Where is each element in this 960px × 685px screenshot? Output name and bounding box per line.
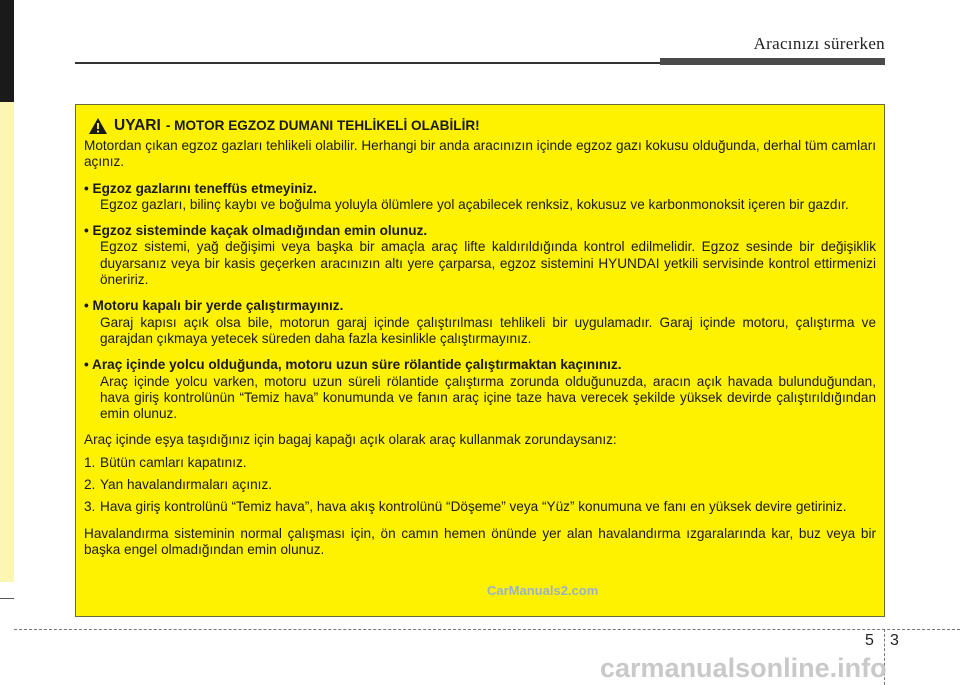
- section-title: Aracınızı sürerken: [753, 34, 885, 53]
- bullet-heading: • Motoru kapalı bir yerde çalıştırmayınız.: [84, 298, 344, 314]
- warning-heading: - MOTOR EGZOZ DUMANI TEHLİKELİ OLABİLİR!: [165, 117, 480, 133]
- bullet-heading: • Egzoz gazlarını teneffüs etmeyiniz.: [84, 180, 317, 196]
- side-tab-yellow: [0, 102, 14, 582]
- footer-divider: [14, 629, 960, 630]
- list-item: 3. Hava giriş kontrolünü “Temiz hava”, hava akış kontrolünü “Döşeme” veya “Yüz” konumuna ve fanı en yüksek devire getiriniz.: [84, 499, 847, 515]
- page-section-number: 5: [865, 632, 874, 649]
- warning-label: UYARI: [114, 116, 161, 134]
- warning-title: [84, 117, 876, 135]
- list-item: 2. Yan havalandırmaları açınız.: [84, 477, 273, 493]
- warning-box: [75, 104, 885, 617]
- watermark-center: CarManuals2.com: [487, 583, 599, 598]
- bullet-body: Egzoz sistemi, yağ değişimi veya başka bir amaçla araç lifte kaldırıldığında kontrol edilmelidir. Egzoz sesinde bir değişiklik duyarsanız veya bir kasis geçerken aracınızın altı yere çarparsa, egzoz sistemini HYUNDAI yetkili servisinde kontrol ettirmenizi öneririz.: [100, 239, 876, 288]
- warning-intro: Motordan çıkan egzoz gazları tehlikeli olabilir. Herhangi bir anda aracınızın içinde egzoz gazı kokusu olduğunda, derhal tüm camları açınız.: [84, 138, 876, 170]
- bullet-body: Garaj kapısı açık olsa bile, motorun garaj içinde çalıştırılması tehlikeli bir uygulamadır. Garaj içinde motoru, çalıştırma ve garajdan çıkmaya yetecek süreden daha fazla kesinlikle çalıştırmayınız.: [100, 314, 876, 346]
- cargo-intro: Araç içinde eşya taşıdığınız için bagaj kapağı açık olarak araç kullanmak zorundaysanız:: [84, 432, 617, 448]
- list-item: 1. Bütün camları kapatınız.: [84, 454, 247, 470]
- warning-triangle-icon: [88, 117, 108, 135]
- bullet-heading: • Egzoz sisteminde kaçak olmadığından emin olunuz.: [84, 223, 428, 239]
- bullet-heading: • Araç içinde yolcu olduğunda, motoru uzun süre rölantide çalıştırmaktan kaçınınız.: [84, 357, 622, 373]
- side-tab-dark: [0, 0, 14, 102]
- side-tab-line: [0, 598, 14, 599]
- bullet-body: Egzoz gazları, bilinç kaybı ve boğulma yoluyla ölümlere yol açabilecek renksiz, kokusuz ve karbonmonoksit içeren bir gazdır.: [100, 196, 849, 212]
- page-number: 3: [890, 632, 899, 649]
- bullet-body: Araç içinde yolcu varken, motoru uzun süreli rölantide çalıştırma zorunda olduğunuzda, aracın açık havada bulunduğundan, hava giriş kontrolünün “Temiz hava” konumunda ve fanın araç içine taze hava verecek şekilde yüksek devirde çalıştırıldığından emin olunuz.: [100, 373, 876, 422]
- closing-paragraph: Havalandırma sisteminin normal çalışması için, ön camın hemen önünde yer alan havalandırma ızgaralarında kar, buz veya bir başka engel olmadığından emin olunuz.: [84, 525, 876, 557]
- header-bar: [660, 58, 885, 65]
- watermark-bottom: carmanualsonline.info: [600, 653, 887, 683]
